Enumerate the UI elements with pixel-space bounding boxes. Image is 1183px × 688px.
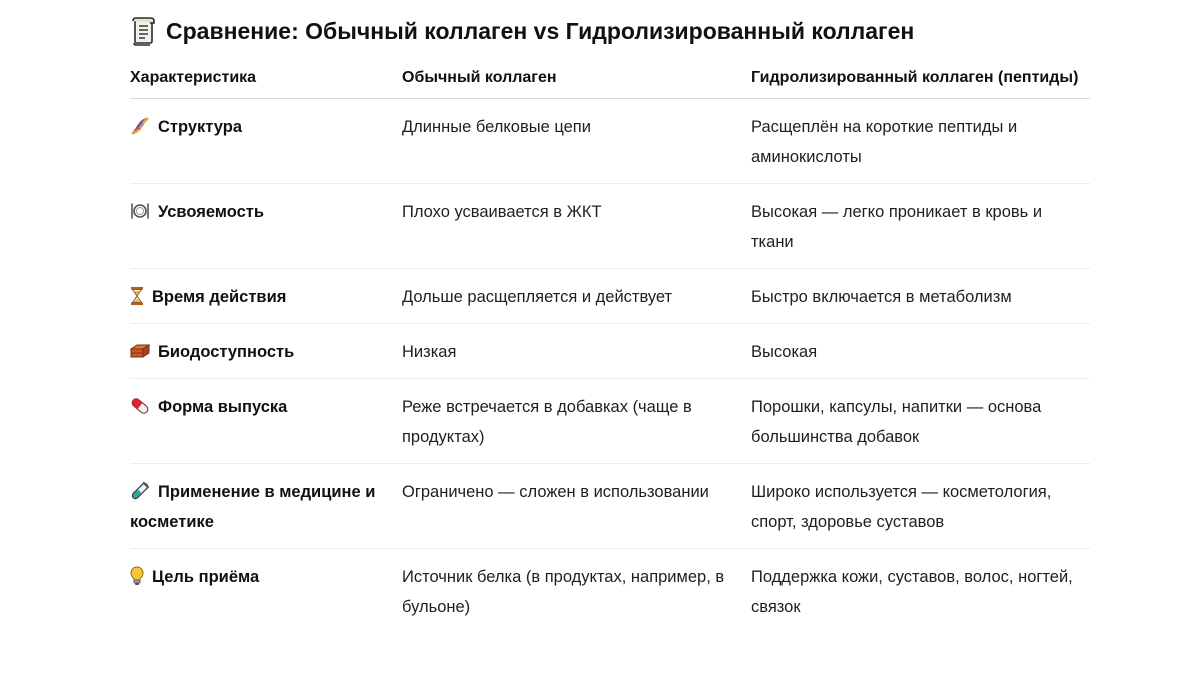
regular-cell: Длинные белковые цепи — [402, 99, 751, 184]
hydrolyzed-cell: Высокая — легко проникает в кровь и ткани — [751, 184, 1090, 269]
regular-cell: Низкая — [402, 324, 751, 379]
table-row — [130, 464, 1090, 549]
pill-icon — [130, 396, 150, 416]
table-header-row — [130, 68, 1090, 99]
page-title — [130, 12, 1090, 50]
test-tube-icon — [130, 481, 150, 501]
regular-cell: Ограничено — сложен в использовании — [402, 464, 751, 549]
feature-cell — [130, 269, 402, 324]
page-title-text: Сравнение: Обычный коллаген vs Гидролизированный коллаген — [166, 17, 915, 44]
hydrolyzed-cell: Порошки, капсулы, напитки — основа большинства добавок — [751, 379, 1090, 464]
table-row — [130, 184, 1090, 269]
plate-cutlery-icon — [130, 201, 150, 221]
hourglass-icon — [130, 286, 144, 306]
feature-cell — [130, 324, 402, 379]
hydrolyzed-cell: Широко используется — косметология, спорт, здоровье суставов — [751, 464, 1090, 549]
table-row — [130, 549, 1090, 634]
feature-label: Форма выпуска — [158, 398, 288, 416]
feature-label: Структура — [158, 118, 242, 136]
regular-cell: Плохо усваивается в ЖКТ — [402, 184, 751, 269]
hydrolyzed-cell: Высокая — [751, 324, 1090, 379]
table-row — [130, 324, 1090, 379]
regular-cell: Реже встречается в добавках (чаще в продуктах) — [402, 379, 751, 464]
regular-cell: Источник белка (в продуктах, например, в бульоне) — [402, 568, 725, 616]
feature-label: Усвояемость — [158, 203, 265, 221]
document — [130, 12, 1090, 633]
column-header-regular: Обычный коллаген — [402, 68, 751, 99]
feature-label: Цель приёма — [152, 568, 260, 586]
dna-icon — [130, 116, 150, 136]
hydrolyzed-cell: Быстро включается в метаболизм — [751, 269, 1090, 324]
hydrolyzed-cell: Поддержка кожи, суставов, волос, ногтей, связок — [751, 568, 1073, 616]
scroll-icon — [130, 16, 156, 46]
column-header-hydrolyzed: Гидролизированный коллаген (пептиды) — [751, 68, 1090, 99]
hydrolyzed-cell: Расщеплён на короткие пептиды и аминокислоты — [751, 99, 1090, 184]
table-row — [130, 99, 1090, 184]
feature-cell — [130, 379, 402, 464]
feature-label: Время действия — [152, 288, 287, 306]
regular-cell: Дольше расщепляется и действует — [402, 269, 751, 324]
feature-label: Биодоступность — [158, 343, 295, 361]
table-row — [130, 379, 1090, 464]
brick-icon — [130, 341, 150, 361]
light-bulb-icon — [130, 566, 144, 586]
feature-label: Применение в медицине и косметике — [130, 483, 376, 531]
feature-cell — [130, 549, 402, 634]
table-row — [130, 269, 1090, 324]
column-header-feature: Характеристика — [130, 68, 402, 99]
comparison-table — [130, 68, 1090, 633]
feature-cell — [130, 99, 402, 184]
feature-cell — [130, 464, 402, 549]
feature-cell — [130, 184, 402, 269]
